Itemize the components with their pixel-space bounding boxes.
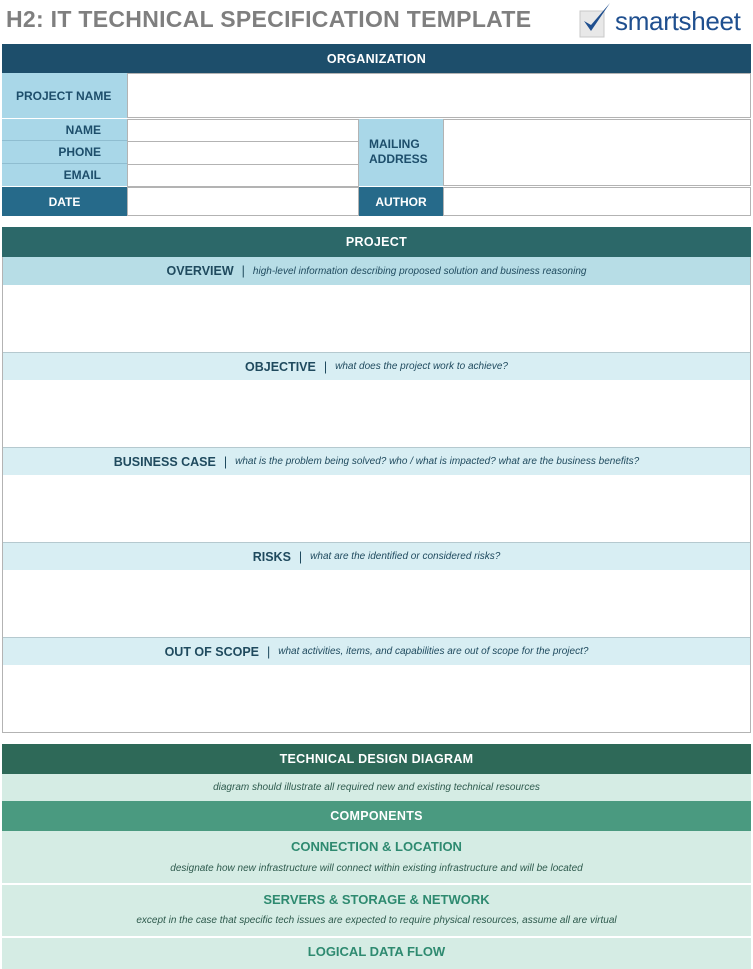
risks-separator: | xyxy=(298,549,303,564)
organization-header: ORGANIZATION xyxy=(2,44,751,73)
business-case-field[interactable] xyxy=(3,475,750,542)
objective-separator: | xyxy=(323,359,328,374)
mailing-address-label-line1: MAILING xyxy=(369,137,420,151)
risks-title: RISKS xyxy=(252,549,291,564)
date-field[interactable] xyxy=(127,187,359,216)
project-sections xyxy=(2,257,751,733)
components-header: COMPONENTS xyxy=(2,801,751,831)
mailing-address-label-line2: ADDRESS xyxy=(369,152,428,166)
smartsheet-logo xyxy=(579,1,751,41)
author-field[interactable] xyxy=(443,187,751,216)
risks-bar xyxy=(3,542,750,570)
logo-text: smartsheet xyxy=(615,6,741,36)
name-field[interactable] xyxy=(127,119,359,142)
business-case-title: BUSINESS CASE xyxy=(113,454,216,469)
overview-hint: high-level information describing proposed solution and business reasoning xyxy=(252,265,587,277)
email-label: EMAIL xyxy=(2,164,127,186)
overview-separator: | xyxy=(241,264,245,278)
phone-field[interactable] xyxy=(127,141,359,165)
technical-design-header: TECHNICAL DESIGN DIAGRAM xyxy=(2,744,751,774)
out-of-scope-title: OUT OF SCOPE xyxy=(164,644,260,659)
name-label: NAME xyxy=(2,119,127,141)
overview-title: OVERVIEW xyxy=(166,264,234,278)
overview-field[interactable] xyxy=(3,285,750,352)
project-header: PROJECT xyxy=(2,227,751,257)
logical-data-flow-block xyxy=(2,938,751,969)
risks-hint: what are the identified or considered risks? xyxy=(310,551,501,562)
project-name-field[interactable] xyxy=(127,73,751,118)
email-field[interactable] xyxy=(127,164,359,187)
overview-bar xyxy=(3,257,750,285)
mailing-address-label xyxy=(359,119,443,186)
connection-location-block xyxy=(2,831,751,884)
servers-storage-network-hint: except in the case that specific tech issues are expected to require physical resources, assume all are virtual xyxy=(136,915,617,926)
technical-design-hint: diagram should illustrate all required new and existing technical resources xyxy=(213,782,540,793)
business-case-hint: what is the problem being solved? who / what is impacted? what are the business benefits? xyxy=(235,456,640,467)
out-of-scope-separator: | xyxy=(267,644,271,659)
mailing-address-field[interactable] xyxy=(443,119,751,186)
page-title: H2: IT TECHNICAL SPECIFICATION TEMPLATE xyxy=(6,6,532,32)
servers-storage-network-title: SERVERS & STORAGE & NETWORK xyxy=(263,892,490,907)
risks-field[interactable] xyxy=(3,570,750,637)
business-case-bar xyxy=(3,447,750,475)
servers-storage-network-block xyxy=(2,885,751,937)
objective-hint: what does the project work to achieve? xyxy=(335,361,508,372)
connection-location-title: CONNECTION & LOCATION xyxy=(291,839,462,854)
logical-data-flow-title: LOGICAL DATA FLOW xyxy=(307,944,446,959)
out-of-scope-bar xyxy=(3,637,750,665)
business-case-separator: | xyxy=(223,454,228,469)
objective-bar xyxy=(3,352,750,380)
project-name-label: PROJECT NAME xyxy=(2,73,127,118)
checkmark-logo-icon xyxy=(579,1,613,39)
date-label: DATE xyxy=(2,187,127,216)
author-label: AUTHOR xyxy=(359,187,443,216)
phone-label: PHONE xyxy=(2,141,127,164)
connection-location-hint: designate how new infrastructure will connect within existing infrastructure and will be located xyxy=(170,863,583,874)
out-of-scope-field[interactable] xyxy=(3,665,750,732)
technical-design-hint-bar xyxy=(2,774,751,801)
objective-title: OBJECTIVE xyxy=(245,359,316,374)
out-of-scope-hint: what activities, items, and capabilities are out of scope for the project? xyxy=(278,646,589,657)
objective-field[interactable] xyxy=(3,380,750,447)
